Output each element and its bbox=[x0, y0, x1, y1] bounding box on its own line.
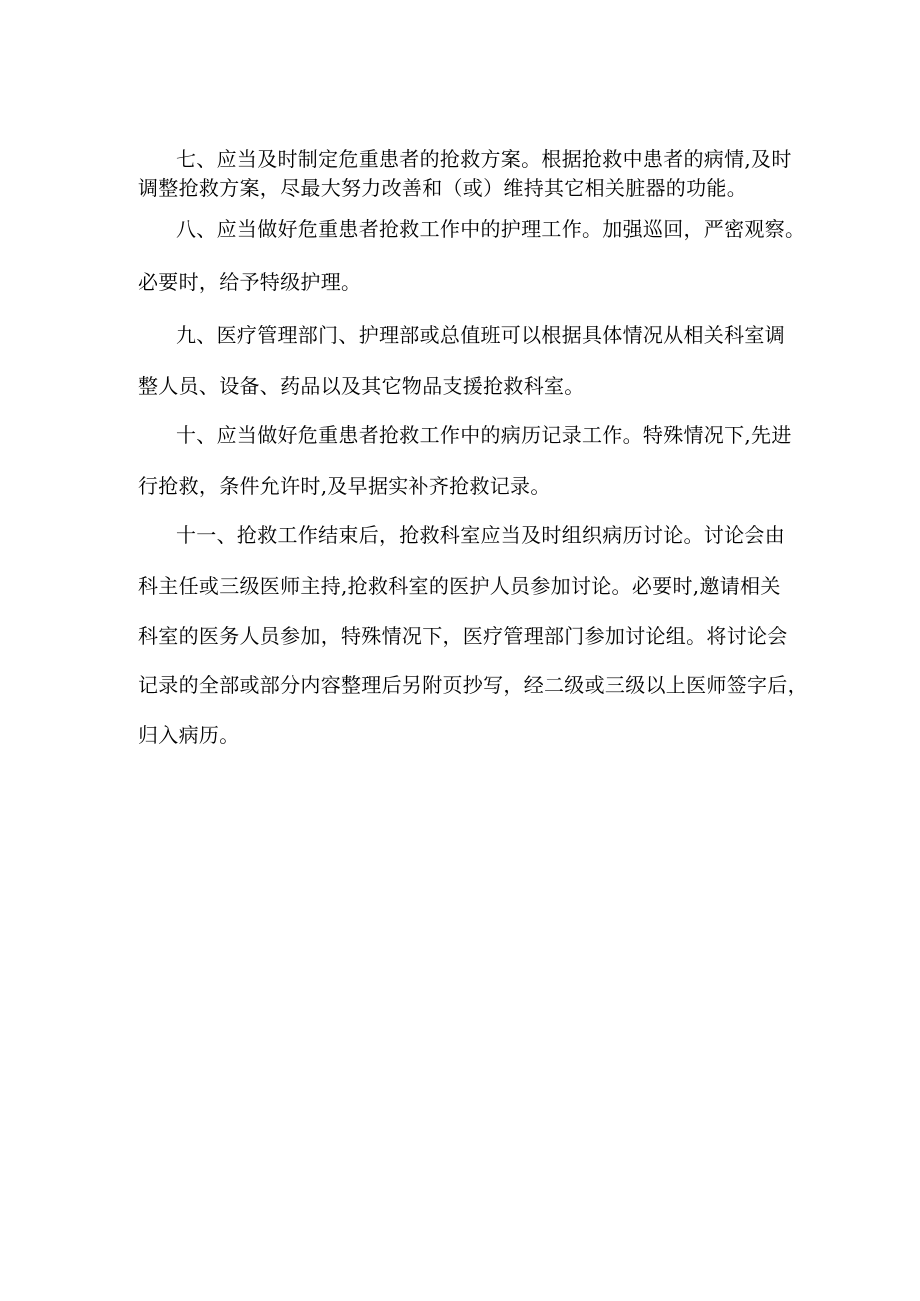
paragraph-line: 行抢救，条件允许时,及早据实补齐抢救记录。 bbox=[138, 474, 551, 498]
paragraph-line: 调整抢救方案，尽最大努力改善和（或）维持其它相关脏器的功能。 bbox=[138, 176, 747, 200]
paragraph-line: 记录的全部或部分内容整理后另附页抄写，经二级或三级以上医师签字后， bbox=[138, 673, 808, 697]
paragraph-line: 科室的医务人员参加，特殊情况下，医疗管理部门参加讨论组。将讨论会 bbox=[138, 624, 788, 648]
paragraph-line: 整人员、设备、药品以及其它物品支援抢救科室。 bbox=[138, 374, 585, 398]
paragraph-line: 七、应当及时制定危重患者的抢救方案。根据抢救中患者的病情,及时 bbox=[176, 147, 792, 171]
paragraph-line: 归入病历。 bbox=[138, 723, 240, 747]
paragraph-line: 八、应当做好危重患者抢救工作中的护理工作。加强巡回，严密观察。 bbox=[176, 217, 806, 241]
paragraph-line: 十一、抢救工作结束后，抢救科室应当及时组织病历讨论。讨论会由 bbox=[176, 523, 785, 547]
paragraph-line: 十、应当做好危重患者抢救工作中的病历记录工作。特殊情况下,先进 bbox=[176, 423, 792, 447]
paragraph-line: 科主任或三级医师主持,抢救科室的医护人员参加讨论。必要时,邀请相关 bbox=[138, 574, 781, 598]
paragraph-line: 九、医疗管理部门、护理部或总值班可以根据具体情况从相关科室调 bbox=[176, 323, 785, 347]
paragraph-line: 必要时，给予特级护理。 bbox=[138, 270, 362, 294]
